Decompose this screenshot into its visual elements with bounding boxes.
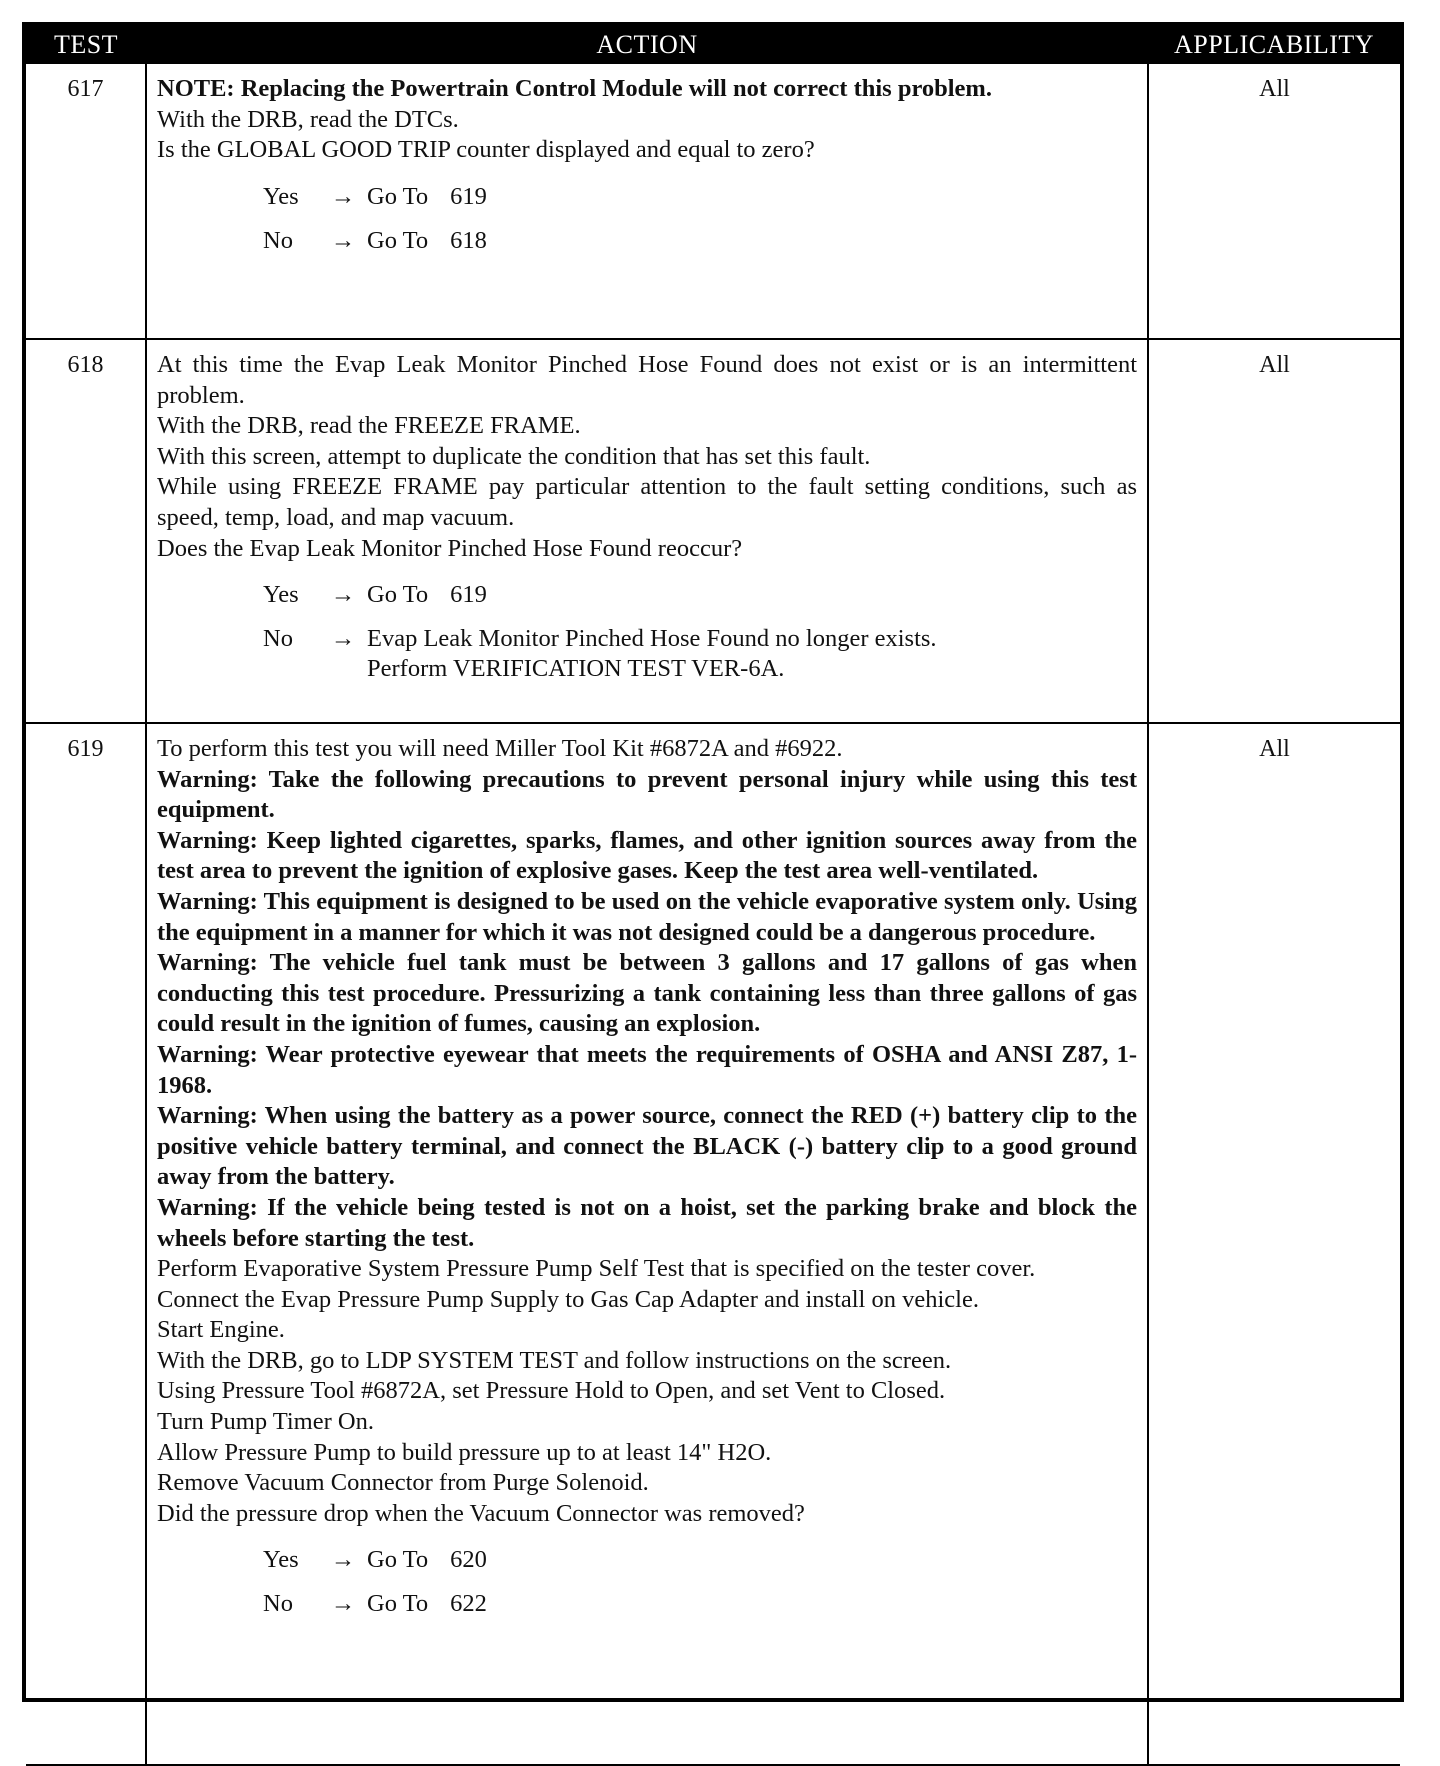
action-line: Is the GLOBAL GOOD TRIP counter displayed and equal to zero? — [157, 136, 815, 164]
warning-line: Warning: When using the battery as a power source, connect the RED (+) battery clip to the positive vehicle battery terminal, and connect the BLACK (-) battery clip to a good ground away from the battery. — [157, 1102, 1137, 1191]
applicability: All — [1148, 723, 1400, 1765]
branch-result — [367, 580, 1137, 610]
action-cell — [146, 723, 1148, 1765]
branch-answer: Yes — [263, 182, 299, 210]
test-number: 619 — [26, 723, 146, 1765]
warning-line: Warning: Take the following precautions to prevent personal injury while using this test equipment. — [157, 765, 1137, 824]
warning-line: Warning: Keep lighted cigarettes, sparks, flames, and other ignition sources away from the test area to prevent the ignition of explosive gases. Keep the test area well-ventilated. — [157, 826, 1137, 885]
table-row — [26, 723, 1400, 1765]
branch-result — [367, 226, 1137, 256]
action-line: Did the pressure drop when the Vacuum Connector was removed? — [157, 1499, 805, 1527]
branch-answer: No — [263, 226, 293, 254]
branch-yes — [157, 182, 1137, 212]
goto-target: 622 — [450, 1590, 487, 1618]
goto-target: 618 — [450, 226, 487, 254]
branch-yes — [157, 1545, 1137, 1575]
branch-result — [367, 1589, 1137, 1619]
test-number: 618 — [26, 339, 146, 723]
branch-yes — [157, 580, 1137, 610]
arrow-icon: → — [330, 182, 356, 210]
action-line: With the DRB, read the DTCs. — [157, 105, 459, 133]
warning-line: Warning: The vehicle fuel tank must be between 3 gallons and 17 gallons of gas when conducting this test procedure. Pressurizing a tank containing less than three gallons of gas could result in the ignition of fumes, causing an explosion. — [157, 949, 1137, 1038]
action-line: Turn Pump Timer On. — [157, 1408, 374, 1436]
goto-label: Go To — [367, 1546, 429, 1574]
arrow-icon: → — [330, 1546, 356, 1574]
action-line: Connect the Evap Pressure Pump Supply to Gas Cap Adapter and install on vehicle. — [157, 1285, 979, 1313]
goto-target: 620 — [450, 1546, 487, 1574]
action-line: To perform this test you will need Miller Tool Kit #6872A and #6922. — [157, 735, 843, 762]
branch-result — [367, 182, 1137, 212]
table-row — [26, 64, 1400, 339]
action-line: While using FREEZE FRAME pay particular attention to the fault setting conditions, such as speed, temp, load, and map vacuum. — [157, 473, 1137, 531]
branch-no — [157, 624, 1137, 684]
table-header-row — [26, 26, 1400, 64]
test-table — [26, 26, 1400, 1766]
action-line: Allow Pressure Pump to build pressure up to at least 14" H2O. — [157, 1438, 772, 1466]
action-line: At this time the Evap Leak Monitor Pinched Hose Found does not exist or is an intermittent problem. — [157, 351, 1137, 409]
warning-line: Warning: This equipment is designed to be used on the vehicle evaporative system only. Using the equipment in a manner for which it was not designed could be a dangerous procedure. — [157, 887, 1137, 946]
goto-label: Go To — [367, 581, 429, 609]
arrow-icon: → — [330, 625, 356, 653]
action-line: Remove Vacuum Connector from Purge Solenoid. — [157, 1469, 649, 1497]
goto-label: Go To — [367, 182, 429, 210]
action-cell — [146, 64, 1148, 339]
goto-label: Go To — [367, 1590, 429, 1618]
applicability: All — [1148, 339, 1400, 723]
branch-result — [367, 624, 1137, 684]
branch-answer: Yes — [263, 581, 299, 609]
arrow-icon: → — [330, 1590, 356, 1618]
action-line: Using Pressure Tool #6872A, set Pressure Hold to Open, and set Vent to Closed. — [157, 1377, 946, 1405]
action-cell — [146, 339, 1148, 723]
goto-target: 619 — [450, 581, 487, 609]
action-line: Does the Evap Leak Monitor Pinched Hose Found reoccur? — [157, 534, 743, 562]
header-action: ACTION — [146, 26, 1148, 64]
goto-target: 619 — [450, 182, 487, 210]
branch-result — [367, 1545, 1137, 1575]
branch-no — [157, 226, 1137, 256]
branch-answer: Yes — [263, 1546, 299, 1574]
action-line: With the DRB, go to LDP SYSTEM TEST and follow instructions on the screen. — [157, 1346, 952, 1374]
diagnostic-test-table — [22, 22, 1404, 1702]
branch-no — [157, 1589, 1137, 1619]
action-line: Start Engine. — [157, 1316, 285, 1344]
result-line: Perform VERIFICATION TEST VER-6A. — [367, 655, 785, 683]
action-line: With this screen, attempt to duplicate the condition that has set this fault. — [157, 442, 871, 470]
table-row — [26, 339, 1400, 723]
branch-answer: No — [263, 1590, 293, 1618]
branch-answer: No — [263, 625, 293, 653]
action-line: With the DRB, read the FREEZE FRAME. — [157, 412, 581, 440]
arrow-icon: → — [330, 581, 356, 609]
arrow-icon: → — [330, 226, 356, 254]
warning-line: Warning: If the vehicle being tested is not on a hoist, set the parking brake and block the wheels before starting the test. — [157, 1193, 1137, 1252]
header-test: TEST — [26, 26, 146, 64]
action-line: Perform Evaporative System Pressure Pump Self Test that is specified on the tester cover. — [157, 1255, 1036, 1283]
applicability: All — [1148, 64, 1400, 339]
action-line: NOTE: Replacing the Powertrain Control Module will not correct this problem. — [157, 75, 992, 102]
header-applicability: APPLICABILITY — [1148, 26, 1400, 64]
test-number: 617 — [26, 64, 146, 339]
result-line: Evap Leak Monitor Pinched Hose Found no longer exists. — [367, 625, 937, 653]
warning-line: Warning: Wear protective eyewear that meets the requirements of OSHA and ANSI Z87, 1-1968. — [157, 1040, 1137, 1099]
goto-label: Go To — [367, 226, 429, 254]
